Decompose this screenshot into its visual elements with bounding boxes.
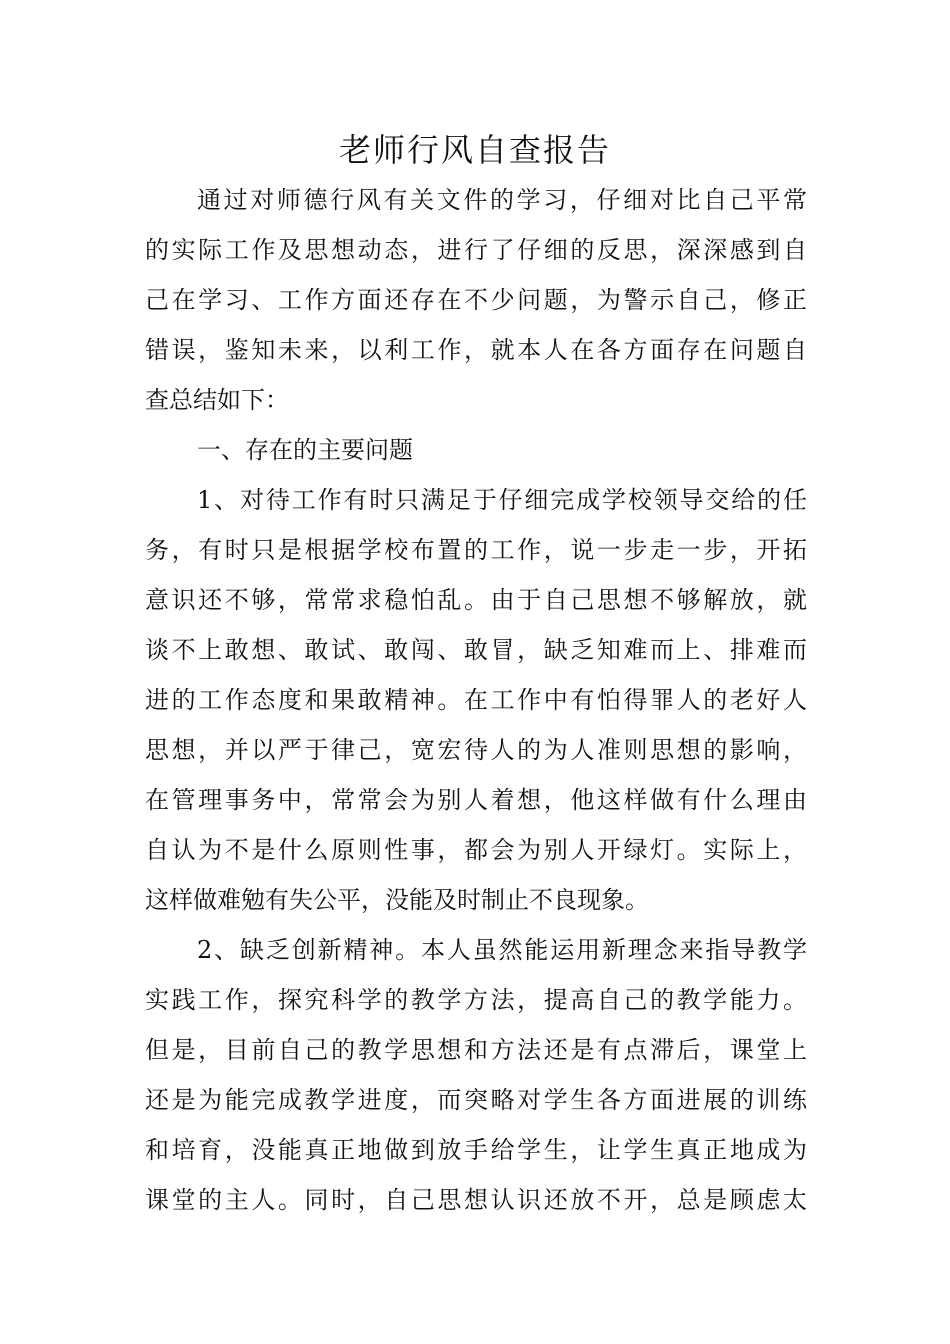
paragraph-line: 思想，并以严于律己，宽宏待人的为人准则思想的影响， [145,736,807,764]
section-heading: 一、存在的主要问题 [197,436,413,464]
paragraph-line: 进的工作态度和果敢精神。在工作中有怕得罪人的老好人 [145,686,807,714]
paragraph-line: 在管理事务中，常常会为别人着想，他这样做有什么理由 [145,786,807,814]
paragraph-line: 意识还不够，常常求稳怕乱。由于自己思想不够解放，就 [145,586,807,614]
paragraph-line: 这样做难勉有失公平，没能及时制止不良现象。 [145,886,649,914]
paragraph-line: 2、缺乏创新精神。本人虽然能运用新理念来指导教学 [197,936,807,964]
paragraph-line: 错误，鉴知未来，以利工作，就本人在各方面存在问题自 [145,336,807,364]
paragraph-line: 实践工作，探究科学的教学方法，提高自己的教学能力。 [145,986,807,1014]
paragraph-line: 通过对师德行风有关文件的学习，仔细对比自己平常 [197,186,807,214]
paragraph-line: 课堂的主人。同时，自己思想认识还放不开，总是顾虑太 [145,1186,807,1214]
paragraph-line: 自认为不是什么原则性事，都会为别人开绿灯。实际上， [145,836,807,864]
paragraph-line: 务，有时只是根据学校布置的工作，说一步走一步，开拓 [145,536,807,564]
paragraph-line: 谈不上敢想、敢试、敢闯、敢冒，缺乏知难而上、排难而 [145,636,807,664]
paragraph-line: 但是，目前自己的教学思想和方法还是有点滞后，课堂上 [145,1036,807,1064]
paragraph-line: 的实际工作及思想动态，进行了仔细的反思，深深感到自 [145,236,807,264]
document-title: 老师行风自查报告 [338,131,611,169]
document-body [145,175,807,1225]
paragraph-line: 和培育，没能真正地做到放手给学生，让学生真正地成为 [145,1136,807,1164]
paragraph-line: 1、对待工作有时只满足于仔细完成学校领导交给的任 [197,486,807,514]
paragraph-line: 还是为能完成教学进度，而突略对学生各方面进展的训练 [145,1086,807,1114]
paragraph-line: 己在学习、工作方面还存在不少问题，为警示自己，修正 [145,286,807,314]
paragraph-line: 查总结如下： [145,386,289,414]
